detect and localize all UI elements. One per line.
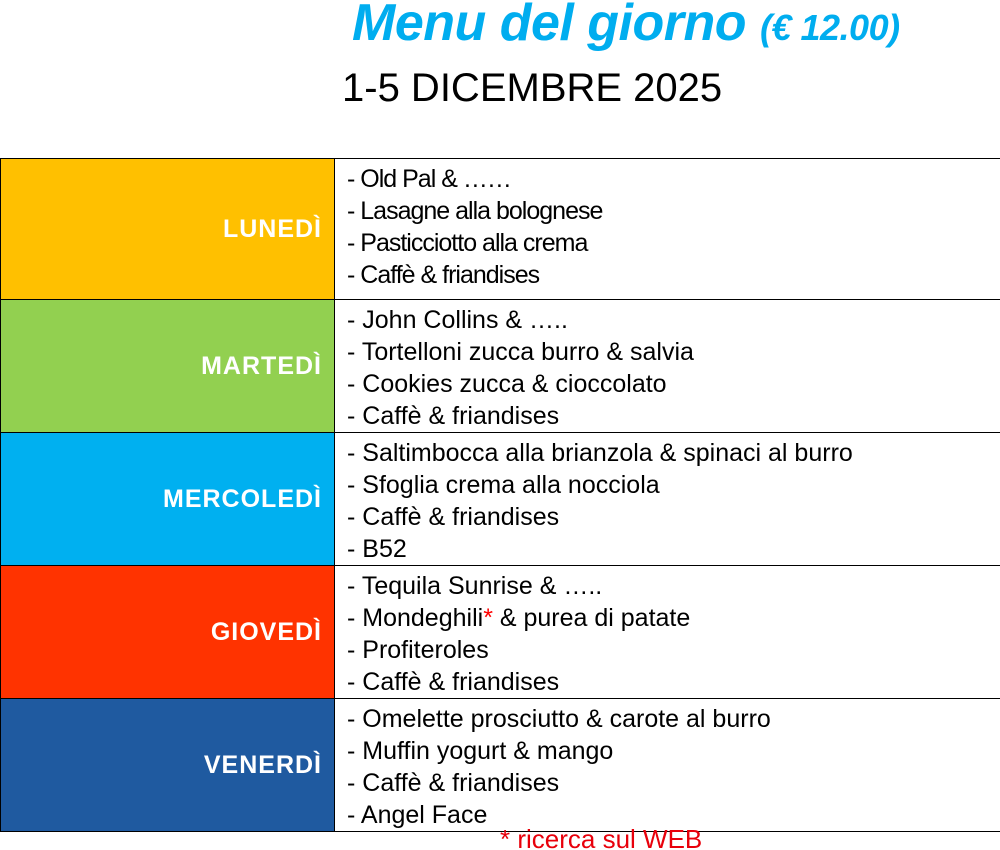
dish-item: - Old Pal & …… xyxy=(347,165,511,193)
dish-item: - John Collins & ….. xyxy=(347,306,568,334)
menu-row-venerdi xyxy=(1,699,1000,832)
dishes-cell-mercoledi xyxy=(335,433,1000,566)
menu-dates: 1-5 DICEMBRE 2025 xyxy=(342,66,723,110)
day-label-martedi: MARTEDÌ xyxy=(201,351,322,380)
dish-item: - Saltimbocca alla brianzola & spinaci al burro xyxy=(347,439,853,467)
day-cell-mercoledi xyxy=(1,433,335,566)
dish-item: - Caffè & friandises xyxy=(347,503,560,531)
dish-text: - Mondeghili xyxy=(347,604,484,632)
dish-item: - Lasagne alla bolognese xyxy=(347,197,603,225)
dish-item: - Caffè & friandises xyxy=(347,261,540,289)
web-search-asterisk: * xyxy=(483,604,493,632)
dish-item-with-star xyxy=(347,602,1000,634)
day-label-venerdi: VENERDÌ xyxy=(203,750,322,779)
day-cell-venerdi xyxy=(1,699,335,832)
menu-row-mercoledi xyxy=(1,433,1000,566)
dish-item: - Caffè & friandises xyxy=(347,769,560,797)
dish-item: - Muffin yogurt & mango xyxy=(347,737,614,765)
menu-row-martedi xyxy=(1,300,1000,433)
dishes-cell-lunedi xyxy=(335,159,1000,300)
dishes-cell-venerdi xyxy=(335,699,1000,832)
dish-item: - Angel Face xyxy=(347,801,488,829)
dishes-cell-giovedi xyxy=(335,566,1000,699)
menu-title-text: Menu del giorno xyxy=(352,0,747,52)
dishes-cell-martedi xyxy=(335,300,1000,433)
dish-item: - Tequila Sunrise & ….. xyxy=(347,572,603,600)
menu-table xyxy=(0,158,1000,832)
day-cell-giovedi xyxy=(1,566,335,699)
dish-item: - Tortelloni zucca burro & salvia xyxy=(347,338,694,366)
dish-item: - Sfoglia crema alla nocciola xyxy=(347,471,660,499)
dish-item: - Caffè & friandises xyxy=(347,668,560,696)
day-cell-lunedi xyxy=(1,159,335,300)
dish-item: - Pasticciotto alla crema xyxy=(347,229,588,257)
day-label-lunedi: LUNEDÌ xyxy=(222,214,322,243)
day-label-giovedi: GIOVEDÌ xyxy=(210,617,322,646)
dish-item: - B52 xyxy=(347,535,407,563)
menu-price: (€ 12.00) xyxy=(759,7,900,48)
dish-item: - Caffè & friandises xyxy=(347,402,560,430)
menu-row-giovedi xyxy=(1,566,1000,699)
day-cell-martedi xyxy=(1,300,335,433)
footnote: * ricerca sul WEB xyxy=(500,824,703,850)
menu-title xyxy=(352,0,900,59)
dish-text-suffix: & purea di patate xyxy=(492,604,691,632)
day-label-mercoledi: MERCOLEDÌ xyxy=(163,484,322,513)
dish-item: - Cookies zucca & cioccolato xyxy=(347,370,667,398)
menu-row-lunedi xyxy=(1,159,1000,300)
dish-item: - Omelette prosciutto & carote al burro xyxy=(347,705,771,733)
dish-item: - Profiteroles xyxy=(347,636,489,664)
